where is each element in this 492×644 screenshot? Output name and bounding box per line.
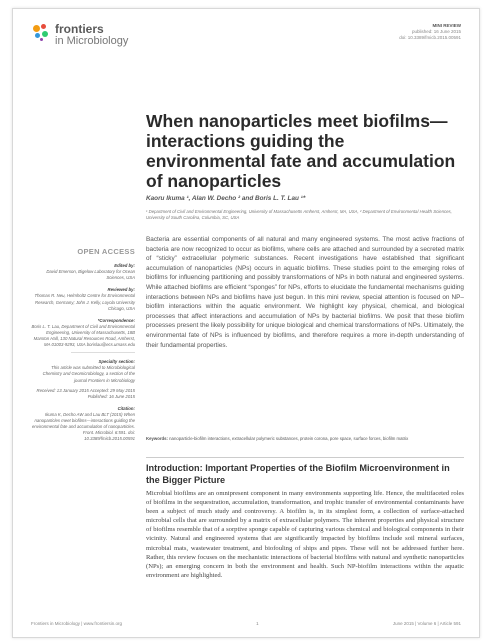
edited-by: David Emerson, Bigelow Laboratory for Ocean Sciences, USA [46, 269, 135, 281]
citation-label: Citation: [117, 405, 135, 411]
logo-brand: frontiers [55, 22, 104, 36]
keywords [146, 436, 464, 442]
author-list[interactable]: Kaoru Ikuma ¹, Alan W. Decho ² and Boris L. T. Lau ¹* [146, 195, 306, 202]
page-number: 1 [256, 621, 259, 626]
affiliations: ¹ Department of Civil and Environmental Engineering, University of Massachusetts Amherst, Amherst, MA, USA, ² Department of Environmental Health Sciences, University of South Carolina, Columbia, SC, USA [146, 209, 452, 221]
open-access-badge: OPEN ACCESS [77, 247, 135, 256]
edited-by-label: Edited by: [114, 263, 135, 269]
logo-dots-icon [31, 23, 51, 43]
specialty-label: Specialty section: [98, 359, 135, 365]
reviewed-by-label: Reviewed by: [107, 287, 135, 293]
page-footer [31, 621, 461, 626]
keywords-label: Keywords: [146, 436, 168, 441]
abstract: Bacteria are essential components of all natural and many engineered systems. The most active fractions of bacteria are now recognized to occur as biofilms, where cells are attached and surrounded by a secreted matrix of “sticky” extracellular polymeric substances. Recent investigations have established that significant accumulation of nanoparticles (NPs) occurs in aquatic biofilms. These studies point to the emerging roles of biofilms for influencing partitioning and possibly transformations of NPs in both natural and engineered systems. While attached biofilms are efficient “sponges” for NPs, efforts to elucidate the fundamental mechanisms guiding interactions between NPs and biofilms have just begun. In this mini review, special attention is focused on NP–biofilm interactions within the aquatic environment. We highlight key physical, chemical, and biological processes that affect interactions and accumulation of NPs by bacterial biofilms. We posit that these biofilm processes present the likely possibility for unique biological and chemical transformations of NPs. Ultimately, the environmental fate of NPs is influenced by biofilms, and therefore requires a more in-depth understanding of their fundamental properties. [146, 236, 464, 349]
article-meta [399, 23, 461, 41]
doi[interactable]: doi: 10.3389/fmicb.2015.00591 [399, 35, 461, 40]
correspondence-label: *Correspondence: [97, 317, 135, 323]
sidebar [31, 249, 135, 442]
body-paragraph: Microbial biofilms are an omnipresent component in many environments supporting life. Hence, the multifaceted roles of biofilms in the sequestration, accumulation, transformation, and trophic transfer of environmental contaminants have been a subject of much study and controversy. A biofilm is, in its simplest form, a collection of surface-attached microbial cells that are surrounded by a matrix of extracellular polymers. The inherent properties and physical structure of biofilms resemble that of a sorptive sponge capable of capturing various chemical and biological components in their vicinity. Natural and engineered systems that are significantly impacted by biofilms include soil mineral surfaces, microbial mats, wastewater treatment, and biofouling of ships and pipes. These will not be addressed further here. Rather, this review focuses on the mechanistic interactions of bacterial biofilms with natural and synthetic nanoparticles (NPs); an emerging concern in both the environment and health. Such NP-biofilm interactions within the aquatic environment are highlighted. [146, 490, 464, 579]
published-date: published: 16 June 2015 [411, 29, 461, 34]
frontiers-logo[interactable] [31, 23, 128, 47]
footer-journal[interactable]: Frontiers in Microbiology | www.frontiersin.org [31, 621, 122, 626]
article-type: MINI REVIEW [432, 23, 461, 28]
dates: Received: 13 January 2015 Accepted: 29 May 2015 Published: 16 June 2015 [36, 387, 135, 399]
section-heading: Introduction: Important Properties of the Biofilm Microenvironment in the Bigger Picture [146, 463, 450, 485]
section-divider [146, 457, 464, 458]
specialty: This article was submitted to Microbiological Chemistry and Geomicrobiology, a section of the journal Frontiers in Microbiology [42, 365, 135, 383]
citation: Ikuma K, Decho AW and Lau BLT (2015) When nanoparticles meet biofilms—interactions guiding the environmental fate and accumulation of nanoparticles. Front. Microbiol. 6:591. doi: 10.3389/fmicb.2015.00591 [32, 411, 135, 442]
correspondence[interactable]: Boris L. T. Lau, Department of Civil and Environmental Engineering, University of Massachusetts, 18B Marston Hall, 130 Natural Resources Road, Amherst, MA 01003-9293, USA borislau@ecs.umass.edu [31, 323, 135, 348]
footer-volume: June 2015 | Volume 6 | Article 591 [392, 621, 461, 626]
paper-page [12, 8, 480, 638]
reviewed-by: Thomas R. Neu, Helmholtz Centre for Environmental Research, Germany; John J. Kelly, Loyola University Chicago, USA [34, 293, 135, 311]
logo-journal: in Microbiology [55, 35, 129, 47]
keywords-list: nanoparticle-biofilm interactions, extracellular polymeric substances, protein corona, pore space, surface forces, biofilm matrix [169, 436, 409, 441]
article-title: When nanoparticles meet biofilms—interactions guiding the environmental fate and accumulation of nanoparticles [146, 111, 456, 191]
